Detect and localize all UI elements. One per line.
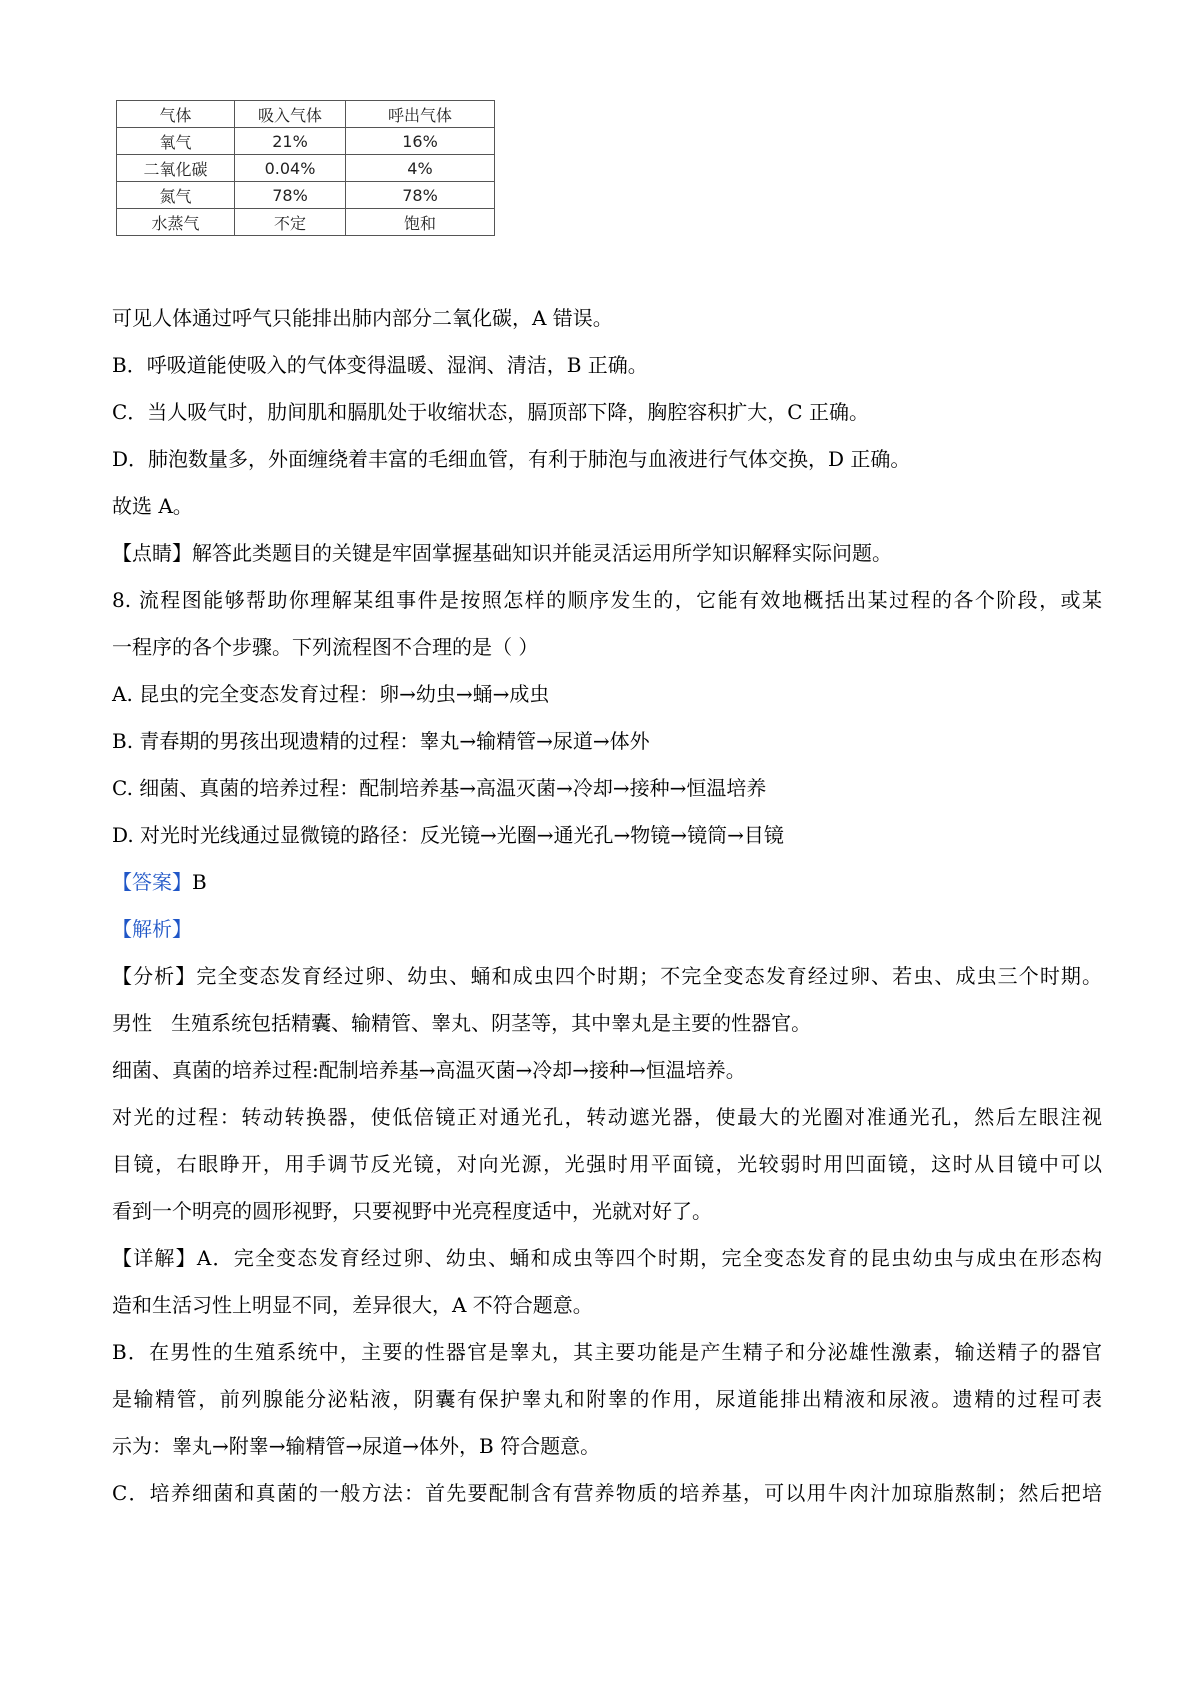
table-cell: 4% xyxy=(346,155,495,182)
question-stem-line: 一程序的各个步骤。下列流程图不合理的是（ ） xyxy=(112,635,539,659)
table-row xyxy=(117,209,495,236)
xiangjie-line: B．在男性的生殖系统中，主要的性器官是睾丸，其主要功能是产生精子和分泌雄性激素，输送精子的器官 xyxy=(112,1340,1102,1364)
q7-explanation xyxy=(112,295,1102,577)
table-cell: 78% xyxy=(346,182,495,209)
xiangjie-line: 【详解】A．完全变态发育经过卵、幼虫、蛹和成虫等四个时期，完全变态发育的昆虫幼虫与成虫在形态构 xyxy=(112,1246,1102,1270)
question-stem-line: 8. 流程图能够帮助你理解某组事件是按照怎样的顺序发生的，它能有效地概括出某过程的各个阶段，或某 xyxy=(112,588,1102,612)
fenxi-line: 男性 生殖系统包括精囊、输精管、睾丸、阴茎等，其中睾丸是主要的性器官。 xyxy=(112,1011,812,1035)
table-header-row xyxy=(117,101,495,128)
dianjing-note: 【点睛】解答此类题目的关键是牢固掌握基础知识并能灵活运用所学知识解释实际问题。 xyxy=(112,541,892,565)
paragraph-line: B．呼吸道能使吸入的气体变得温暖、湿润、清洁，B 正确。 xyxy=(112,353,648,377)
table-row xyxy=(117,182,495,209)
table-cell: 氧气 xyxy=(117,128,235,155)
gas-composition-table xyxy=(116,100,495,236)
table-cell: 21% xyxy=(235,128,346,155)
fenxi-line: 细菌、真菌的培养过程:配制培养基→高温灭菌→冷却→接种→恒温培养。 xyxy=(112,1058,746,1082)
xiangjie-line: 示为：睾丸→附睾→输精管→尿道→体外，B 符合题意。 xyxy=(112,1434,601,1458)
option-c: C. 细菌、真菌的培养过程：配制培养基→高温灭菌→冷却→接种→恒温培养 xyxy=(112,776,767,800)
table-row xyxy=(117,155,495,182)
answer-line xyxy=(112,859,1102,906)
table-cell: 16% xyxy=(346,128,495,155)
table-cell: 氮气 xyxy=(117,182,235,209)
fenxi-line: 对光的过程：转动转换器，使低倍镜正对通光孔，转动遮光器，使最大的光圈对准通光孔，然后左眼注视 xyxy=(112,1105,1102,1129)
table-header-cell: 吸入气体 xyxy=(235,101,346,128)
paragraph-line: 故选 A。 xyxy=(112,494,193,518)
xiangjie-line: 是输精管，前列腺能分泌粘液，阴囊有保护睾丸和附睾的作用，尿道能排出精液和尿液。遗精的过程可表 xyxy=(112,1387,1102,1411)
question-8 xyxy=(112,577,1102,1517)
option-b: B. 青春期的男孩出现遗精的过程：睾丸→输精管→尿道→体外 xyxy=(112,729,650,753)
table-cell: 不定 xyxy=(235,209,346,236)
paragraph-line: D．肺泡数量多，外面缠绕着丰富的毛细血管，有利于肺泡与血液进行气体交换，D 正确。 xyxy=(112,447,911,471)
paragraph-line: 可见人体通过呼气只能排出肺内部分二氧化碳，A 错误。 xyxy=(112,306,613,330)
analysis-label: 【解析】 xyxy=(112,917,192,941)
table-cell: 0.04% xyxy=(235,155,346,182)
answer-value: B xyxy=(192,870,207,894)
option-a: A. 昆虫的完全变态发育过程：卵→幼虫→蛹→成虫 xyxy=(112,682,550,706)
table-header-cell: 呼出气体 xyxy=(346,101,495,128)
table-cell: 水蒸气 xyxy=(117,209,235,236)
fenxi-line: 目镜，右眼睁开，用手调节反光镜，对向光源，光强时用平面镜，光较弱时用凹面镜，这时从目镜中可以 xyxy=(112,1152,1102,1176)
paragraph-line: C．当人吸气时，肋间肌和膈肌处于收缩状态，膈顶部下降，胸腔容积扩大，C 正确。 xyxy=(112,400,869,424)
answer-label: 【答案】 xyxy=(112,870,192,894)
table-cell: 78% xyxy=(235,182,346,209)
table-cell: 饱和 xyxy=(346,209,495,236)
table-header-cell: 气体 xyxy=(117,101,235,128)
table-row xyxy=(117,128,495,155)
xiangjie-line: C．培养细菌和真菌的一般方法：首先要配制含有营养物质的培养基，可以用牛肉汁加琼脂熬制；然后把培 xyxy=(112,1481,1102,1505)
option-d: D. 对光时光线通过显微镜的路径：反光镜→光圈→通光孔→物镜→镜筒→目镜 xyxy=(112,823,784,847)
xiangjie-line: 造和生活习性上明显不同，差异很大，A 不符合题意。 xyxy=(112,1293,593,1317)
table-cell: 二氧化碳 xyxy=(117,155,235,182)
fenxi-line: 看到一个明亮的圆形视野，只要视野中光亮程度适中，光就对好了。 xyxy=(112,1199,712,1223)
fenxi-line: 【分析】完全变态发育经过卵、幼虫、蛹和成虫四个时期；不完全变态发育经过卵、若虫、成虫三个时期。 xyxy=(112,964,1102,988)
